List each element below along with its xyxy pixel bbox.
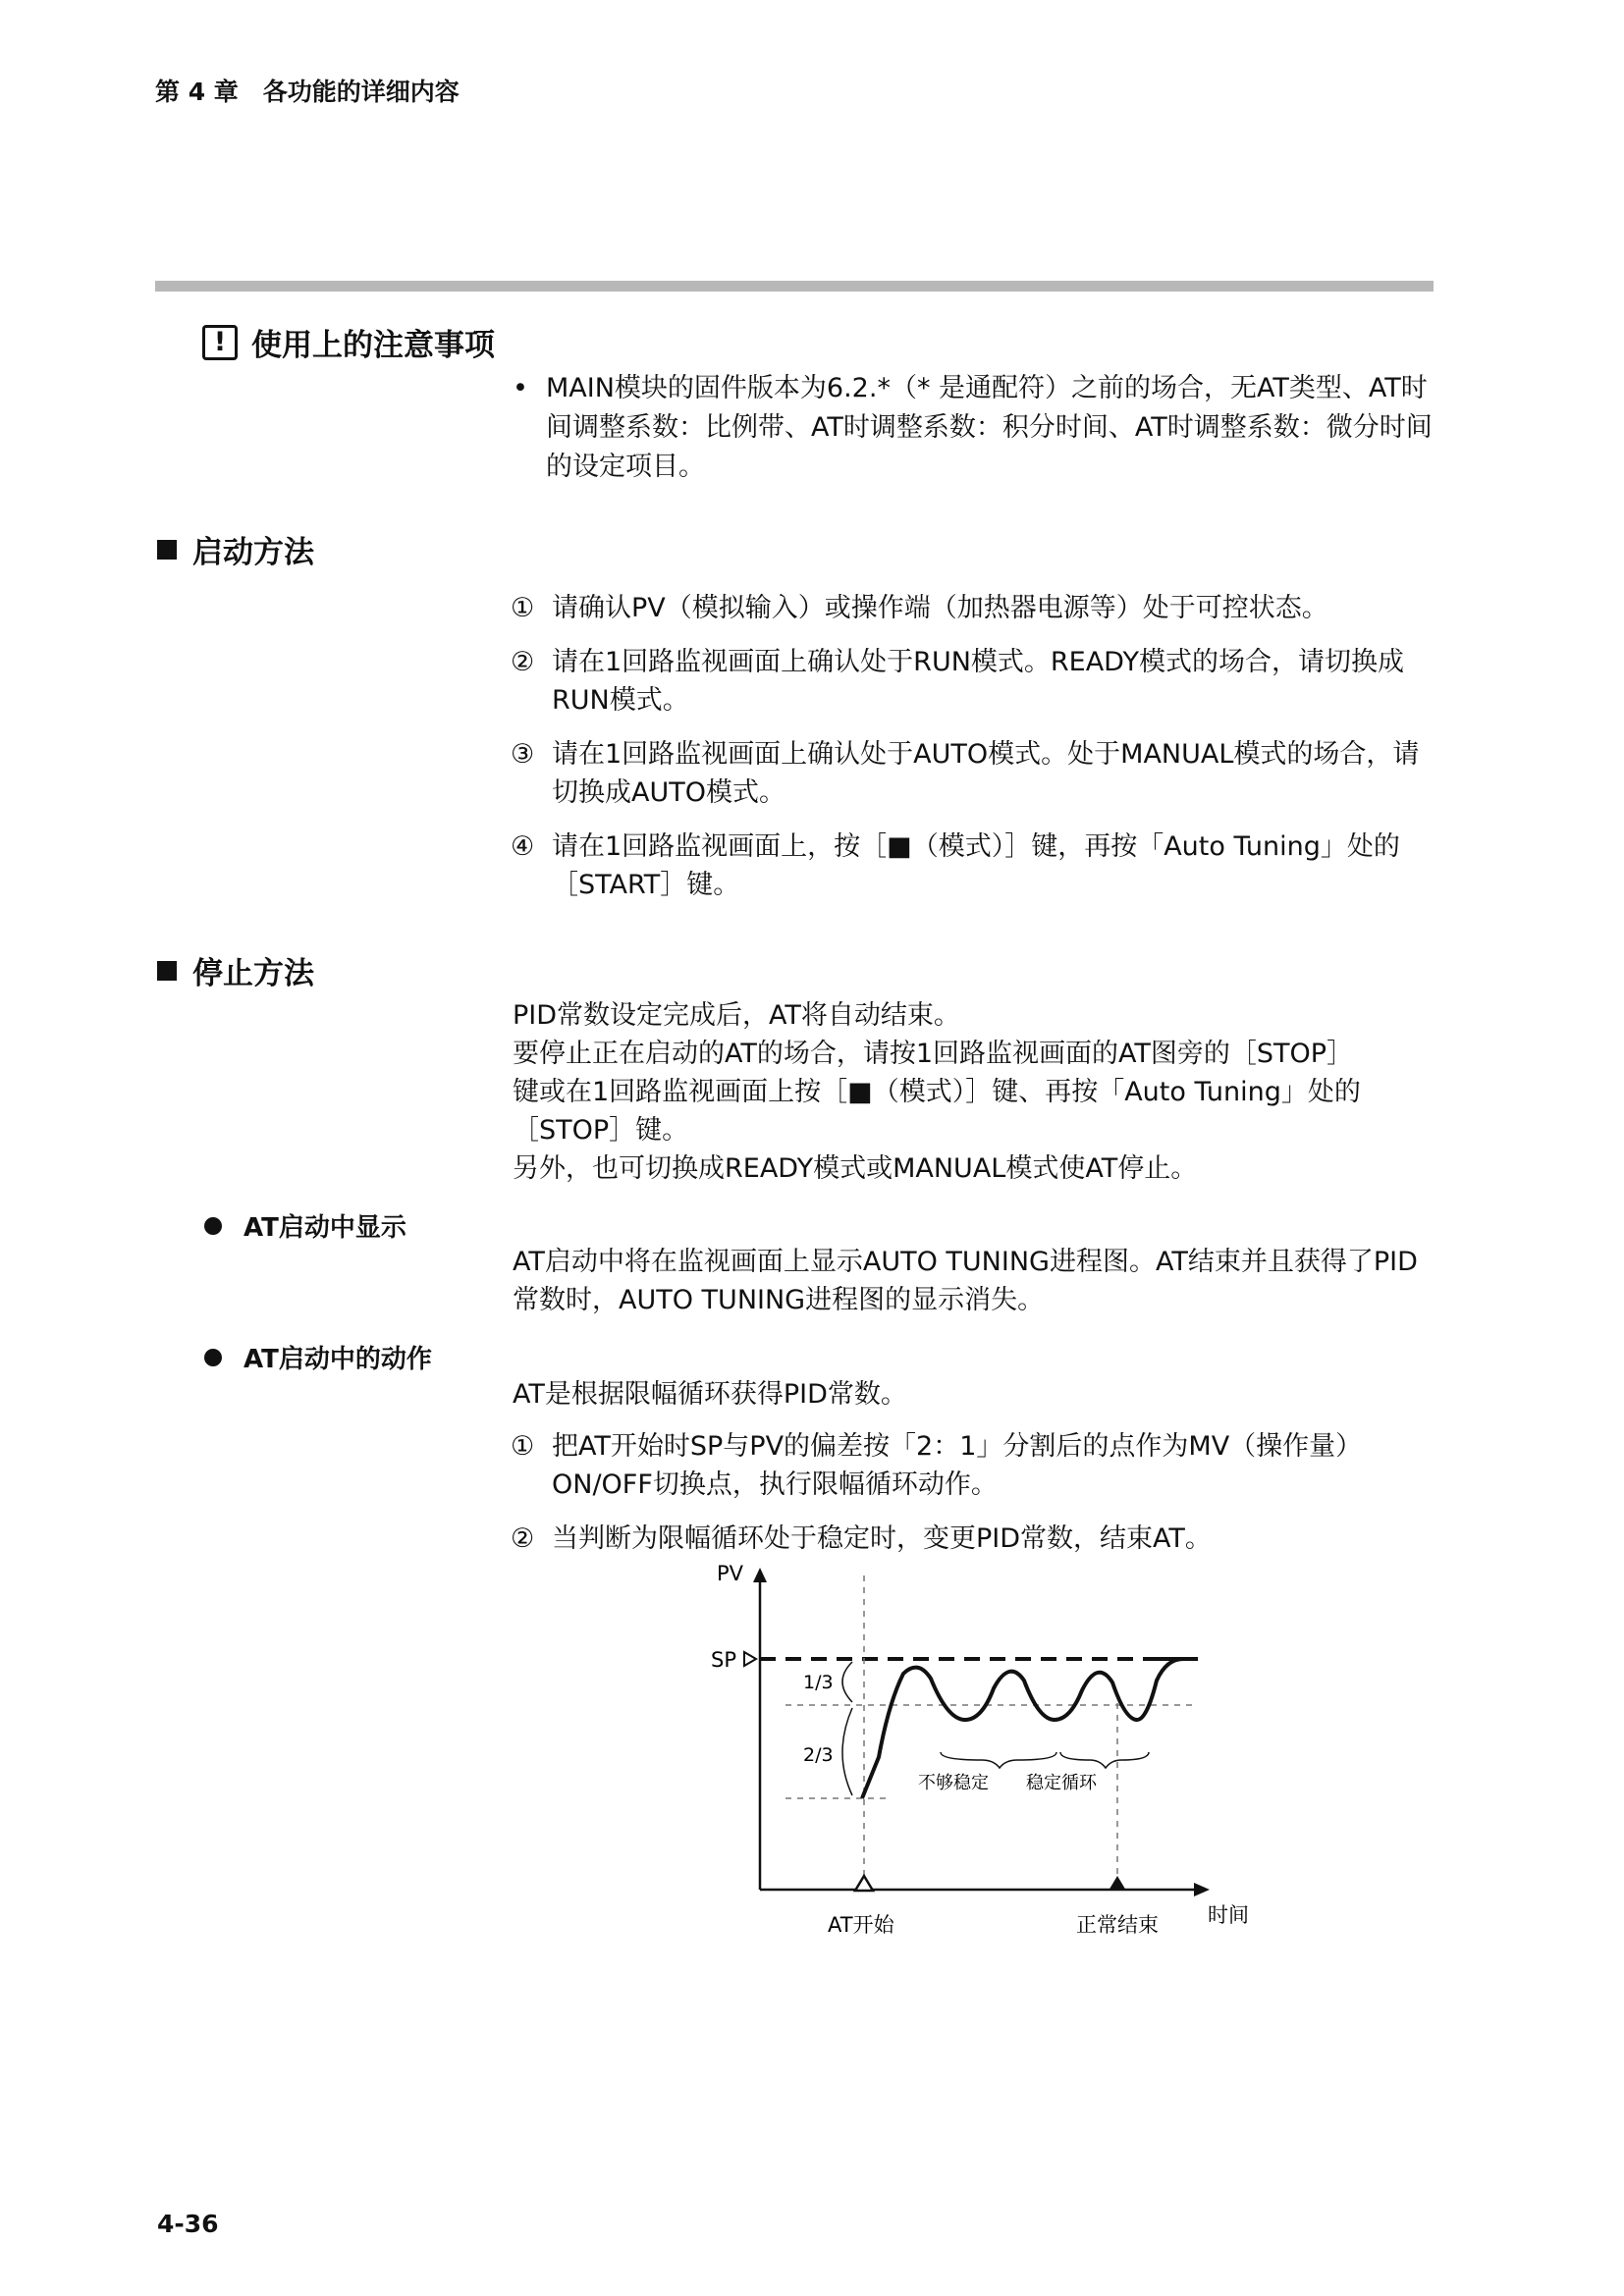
display-text: AT启动中将在监视画面上显示AUTO TUNING进程图。AT结束并且获得了PID常数时，AUTO TUNING进程图的显示消失。 bbox=[513, 1247, 1418, 1315]
page-number: 4-36 bbox=[157, 2210, 219, 2238]
stop-line: 要停止正在启动的AT的场合，请按1回路监视画面的AT图旁的［STOP］ bbox=[513, 1039, 1354, 1069]
step-number: ④ bbox=[511, 831, 535, 862]
x-axis-arrow-icon bbox=[1194, 1883, 1210, 1896]
normal-end-label: 正常结束 bbox=[1076, 1913, 1159, 1937]
unstable-brace bbox=[941, 1752, 1056, 1768]
caution-title: 使用上的注意事项 bbox=[251, 328, 495, 363]
at-start-marker-icon bbox=[855, 1876, 873, 1891]
stop-line: ［STOP］键。 bbox=[513, 1115, 689, 1146]
stop-title: 停止方法 bbox=[192, 956, 314, 991]
stable-brace bbox=[1060, 1752, 1149, 1768]
step-text: 请确认PV（模拟输入）或操作端（加热器电源等）处于可控状态。 bbox=[552, 593, 1328, 623]
step-text: 请在1回路监视画面上，按［■（模式）］键，再按「Auto Tuning」处的［START］键。 bbox=[552, 831, 1400, 900]
sp-label: SP bbox=[711, 1648, 736, 1672]
step-number: ② bbox=[511, 647, 535, 677]
action-title: AT启动中的动作 bbox=[244, 1345, 432, 1374]
two-thirds-label: 2/3 bbox=[803, 1744, 834, 1766]
step-number: ① bbox=[511, 593, 535, 623]
exclamation-icon: ! bbox=[202, 325, 238, 360]
third-brace bbox=[842, 1662, 852, 1702]
bullet-icon: • bbox=[513, 373, 528, 403]
display-title: AT启动中显示 bbox=[244, 1213, 406, 1243]
step-text: 把AT开始时SP与PV的偏差按「2：1」分割后的点作为MV（操作量）ON/OFF切换点，执行限幅循环动作。 bbox=[552, 1431, 1363, 1500]
sp-marker-icon bbox=[744, 1652, 756, 1666]
step-number: ① bbox=[511, 1431, 535, 1462]
stable-label: 稳定循环 bbox=[1026, 1773, 1097, 1793]
caution-text: MAIN模块的固件版本为6.2.*（* 是通配符）之前的场合，无AT类型、AT时间调整系数：比例带、AT时调整系数：积分时间、AT时调整系数：微分时间的设定项目。 bbox=[546, 373, 1433, 482]
time-axis-label: 时间 bbox=[1208, 1903, 1249, 1927]
pv-axis-label: PV bbox=[717, 1562, 744, 1585]
third-label: 1/3 bbox=[803, 1672, 834, 1693]
start-title: 启动方法 bbox=[192, 535, 314, 570]
unstable-label: 不够稳定 bbox=[918, 1773, 989, 1793]
step-text: 请在1回路监视画面上确认处于AUTO模式。处于MANUAL模式的场合，请切换成AUTO模式。 bbox=[552, 739, 1420, 808]
stop-line: 键或在1回路监视画面上按［■（模式）］键、再按「Auto Tuning」处的 bbox=[513, 1077, 1361, 1107]
at-start-label: AT开始 bbox=[828, 1913, 894, 1937]
step-number: ② bbox=[511, 1523, 535, 1554]
action-intro: AT是根据限幅循环获得PID常数。 bbox=[513, 1379, 907, 1410]
step-text: 请在1回路监视画面上确认处于RUN模式。READY模式的场合，请切换成RUN模式。 bbox=[552, 647, 1404, 716]
step-number: ③ bbox=[511, 739, 535, 770]
chapter-header: 第 4 章 各功能的详细内容 bbox=[155, 78, 460, 106]
step-text: 当判断为限幅循环处于稳定时，变更PID常数，结束AT。 bbox=[552, 1523, 1212, 1554]
normal-end-marker-icon bbox=[1109, 1876, 1126, 1891]
y-axis-arrow-icon bbox=[753, 1568, 767, 1582]
stop-line: 另外，也可切换成READY模式或MANUAL模式使AT停止。 bbox=[513, 1153, 1198, 1184]
stop-line: PID常数设定完成后，AT将自动结束。 bbox=[513, 1000, 960, 1031]
two-thirds-brace bbox=[842, 1708, 852, 1795]
